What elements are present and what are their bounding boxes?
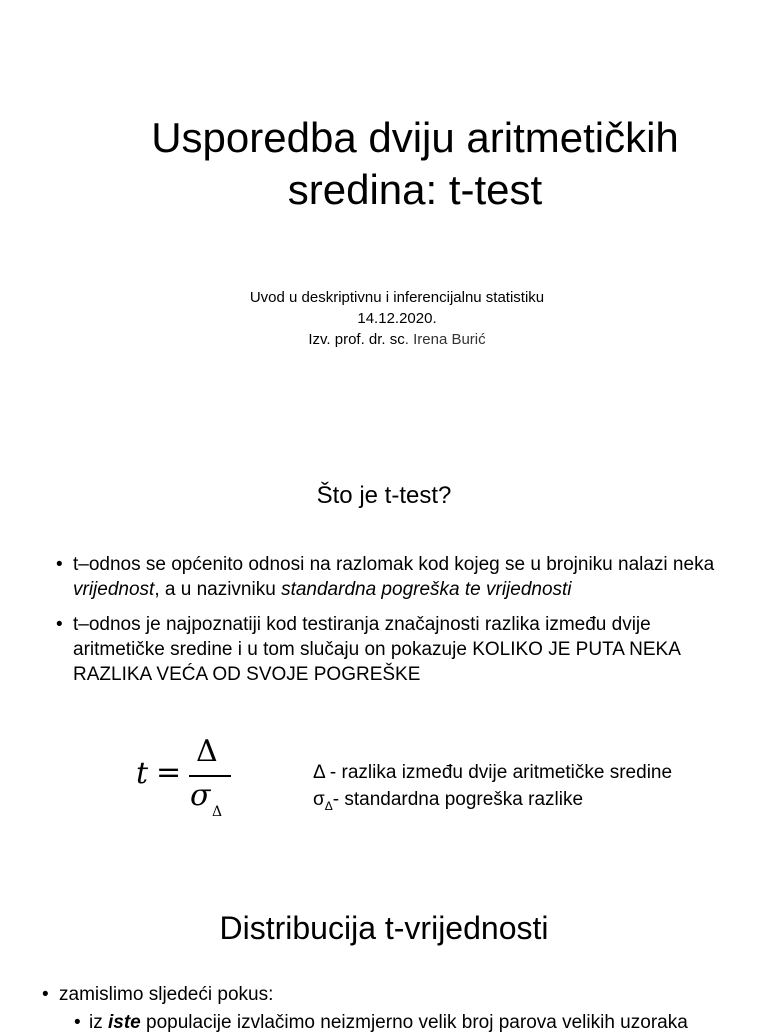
author-line — [150, 329, 644, 350]
list-item — [56, 552, 746, 602]
sub-bullet — [74, 1010, 764, 1035]
sub-bullet-text-c: populacije izvlačimo neizmjerno velik broj parova velikih uzoraka — [140, 1012, 688, 1033]
legend-sigma — [313, 786, 753, 820]
section-heading-distribution: Distribucija t-vrijednosti — [219, 910, 549, 946]
bullet1-text-d: standardna pogreška te vrijednosti — [281, 579, 572, 600]
t-test-bullets — [56, 552, 746, 697]
slide-title: Usporedba dviju aritmetičkih sredina: t-test — [151, 114, 679, 213]
legend-sigma-subscript: Δ — [324, 798, 333, 813]
author-name: . Irena Burić — [404, 331, 486, 348]
slide-subtitle — [150, 287, 644, 350]
t-formula — [134, 734, 244, 826]
bullet1-text-a: t–odnos se općenito odnosi na razlomak kod kojeg se u brojniku nalazi neka — [73, 554, 715, 575]
formula-numerator: Δ — [196, 734, 218, 769]
lecture-date: 14.12.2020. — [357, 310, 437, 327]
formula-denominator: σ — [190, 778, 211, 813]
sub-bullet-dot: • — [74, 1012, 81, 1033]
sub-bullet-emphasis: iste — [108, 1012, 141, 1033]
formula-legend — [313, 759, 753, 820]
course-name: Uvod u deskriptivnu i inferencijalnu statistiku — [249, 289, 545, 306]
legend-sigma-symbol: σ — [313, 789, 325, 810]
bullet1-text-c: , a u nazivniku — [154, 579, 282, 600]
formula-equals: = — [156, 755, 182, 790]
list-item: • t–odnos je najpoznatiji kod testiranja značajnosti razlika između dvije aritmetičke sredine i u tom slučaju on pokazuje KOLIKO JE PUTA NEKA RAZLIKA VEĆA OD SVOJE POGREŠKE — [56, 612, 746, 687]
legend-sigma-text: - standardna pogreška razlike — [332, 789, 584, 810]
author-prefix: Izv. prof. dr. sc — [308, 331, 405, 348]
distribution-bullets — [42, 982, 762, 1007]
formula-lhs: t — [136, 756, 149, 791]
formula-denominator-subscript: Δ — [212, 804, 223, 820]
fraction-bar — [189, 775, 231, 777]
legend-delta: Δ - razlika između dvije aritmetičke sredine — [313, 762, 673, 783]
sub-bullet-text-a: iz — [89, 1012, 108, 1033]
section-heading-t-test: Što je t-test? — [316, 482, 452, 509]
list-item: • zamislimo sljedeći pokus: — [42, 982, 762, 1007]
bullet1-text-b: vrijednost — [73, 579, 155, 600]
